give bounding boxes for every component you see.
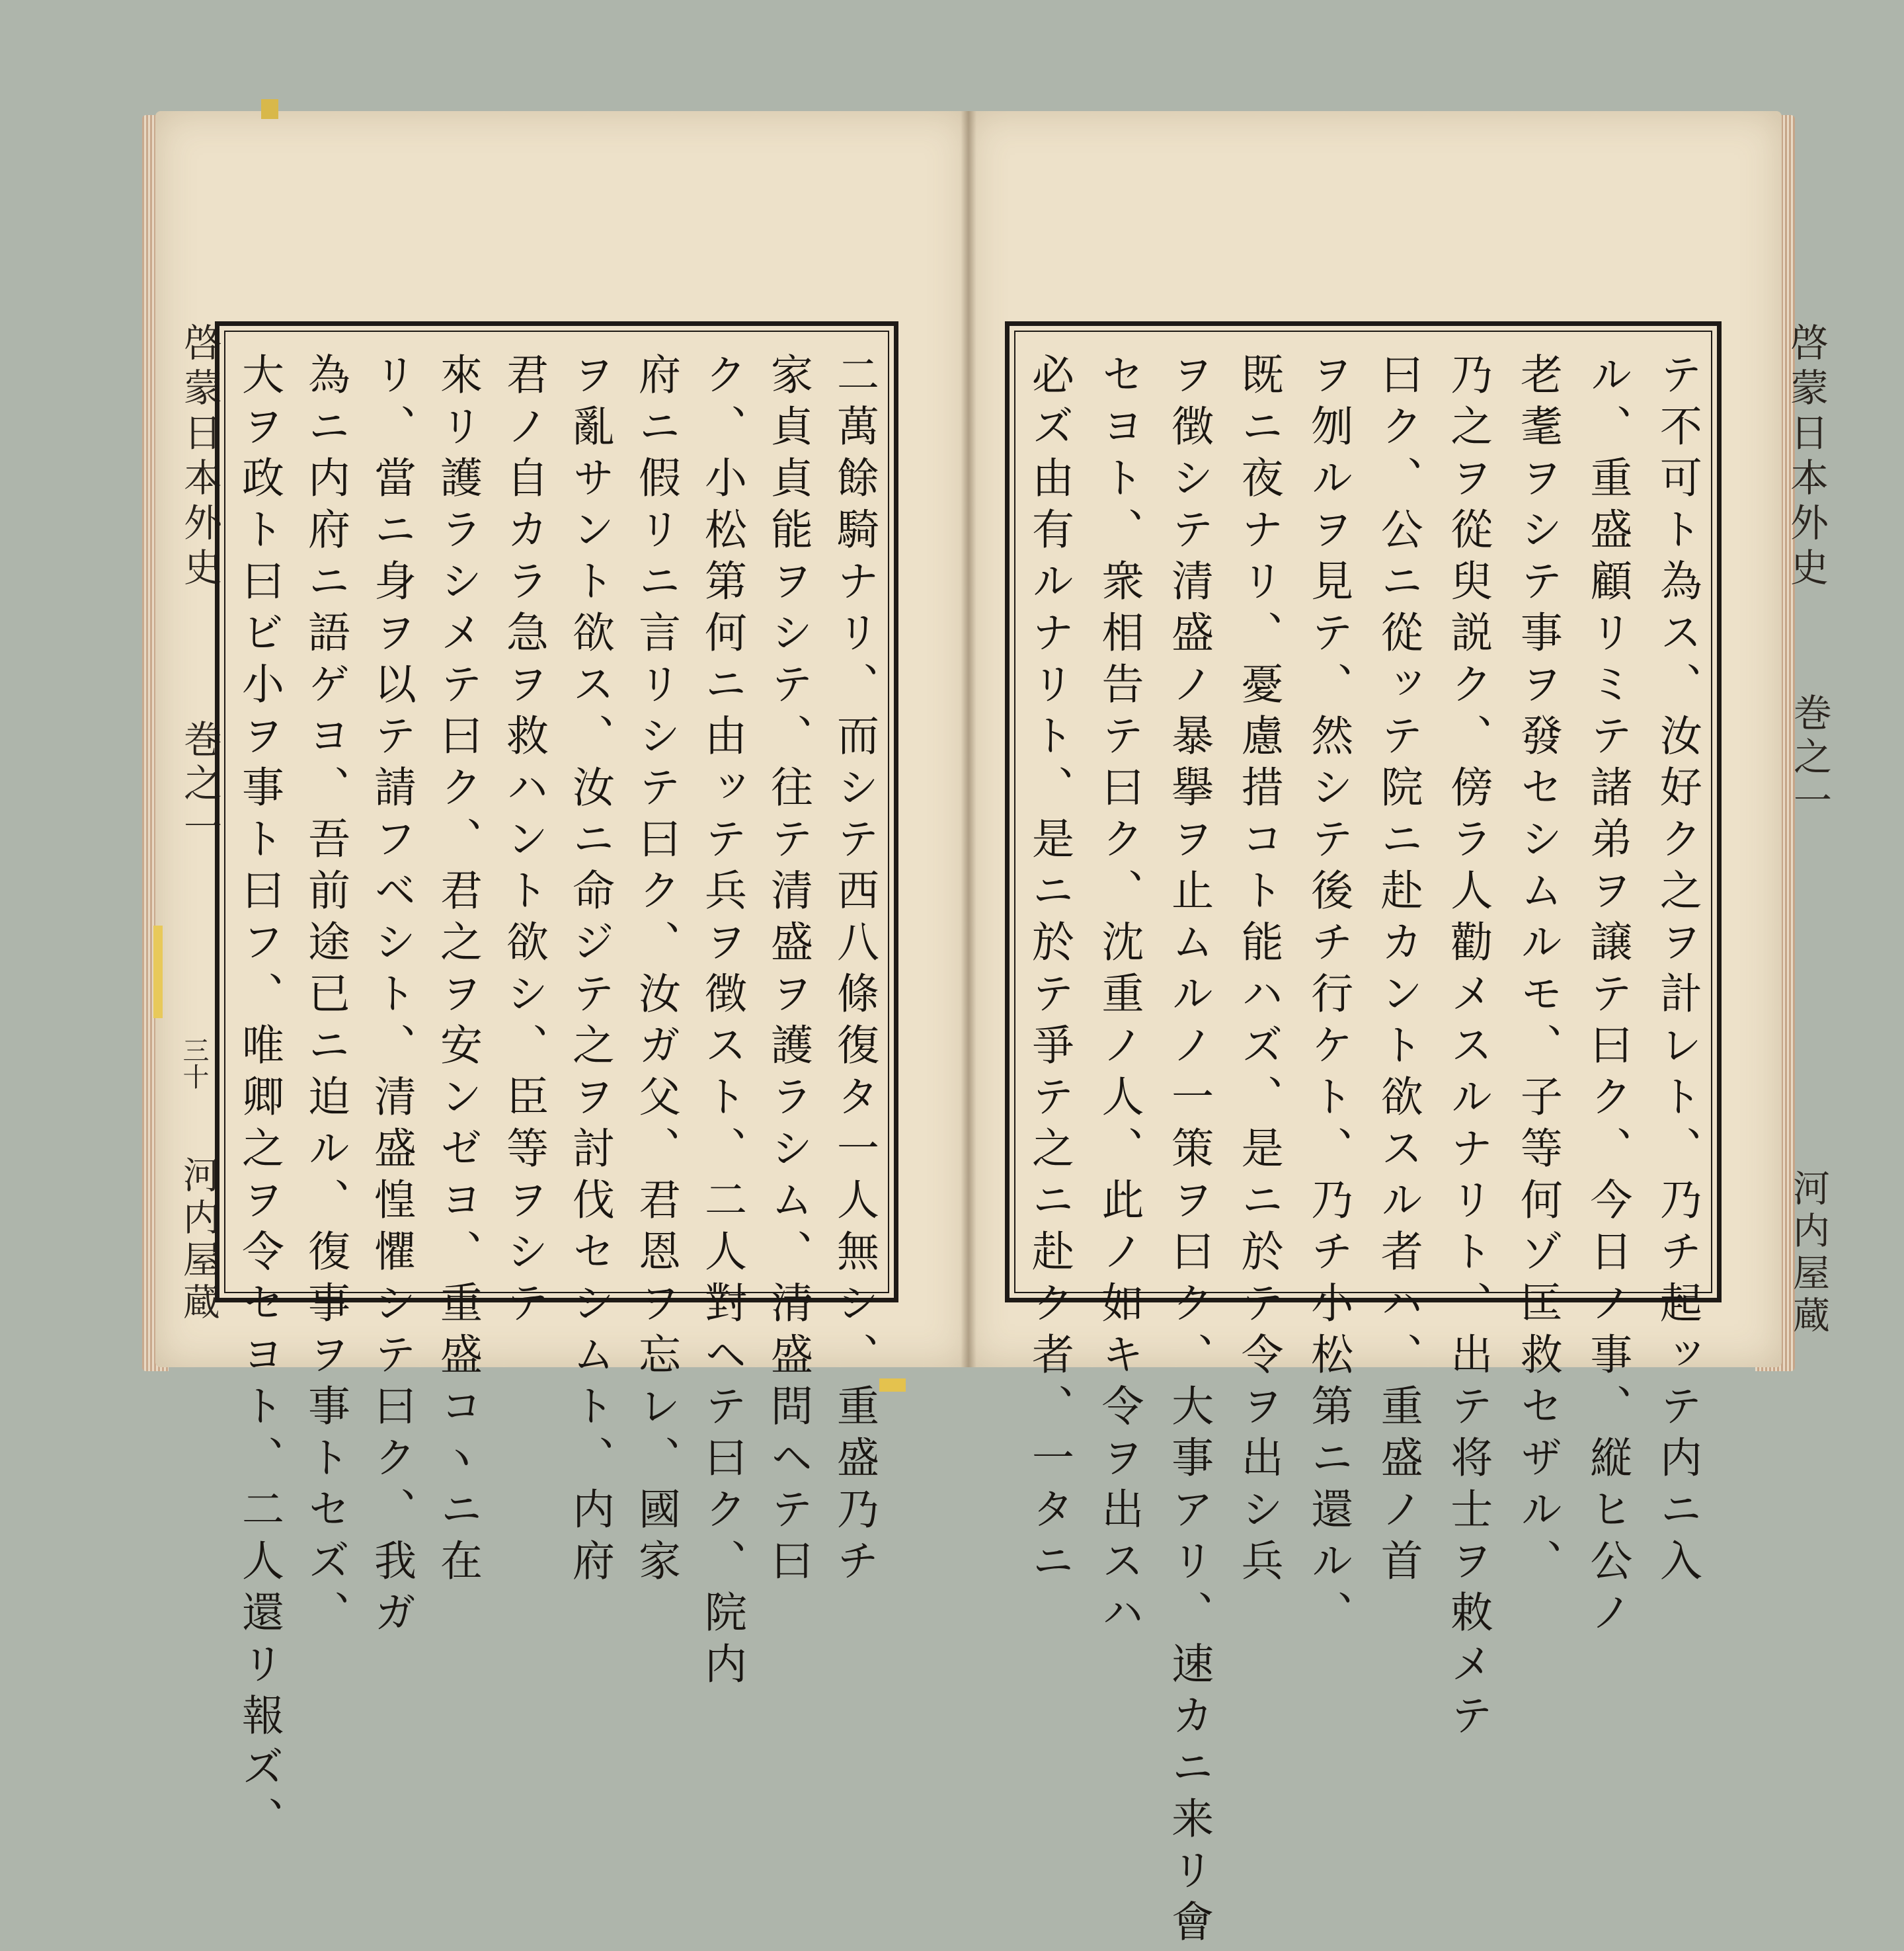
- text-column: ヲ刎ルヲ見テ、然シテ後チ行ケト、乃チ小松第ニ還ル、: [1304, 352, 1353, 1642]
- right-text-block: [1025, 352, 1702, 1951]
- left-volume-label: 巻之一: [177, 719, 222, 850]
- text-column: ヲ徴シテ清盛ノ暴擧ヲ止ムルノ一策ヲ曰ク、大事アリ、速カニ来リ會: [1164, 352, 1214, 1951]
- text-column: 曰ク、公ニ從ッテ院ニ赴カント欲スル者ハ、重盛ノ首: [1373, 352, 1423, 1590]
- text-column: リ、當ニ身ヲ以テ請フベシト、清盛惶懼シテ曰ク、我ガ: [367, 352, 416, 1642]
- text-column: 大ヲ政ト曰ビ小ヲ事ト曰フ、唯卿之ヲ令セヨト、二人還リ報ズ、: [235, 352, 284, 1848]
- text-column: 既ニ夜ナリ、憂慮措コト能ハズ、是ニ於テ令ヲ出シ兵: [1234, 352, 1283, 1590]
- text-column: 二萬餘騎ナリ、而シテ西八條復タ一人無シ、重盛乃チ: [830, 352, 879, 1590]
- text-column: 老耄ヲシテ事ヲ發セシムルモ、子等何ゾ匡救セザル、: [1513, 352, 1562, 1590]
- left-page: [155, 111, 969, 1848]
- left-page-number: 三十: [178, 1037, 209, 1090]
- text-column: 為ニ内府ニ語ゲヨ、吾前途已ニ迫ル、復事ヲ事トセズ、: [301, 352, 350, 1642]
- left-publisher-mark: 河内屋蔵: [177, 1156, 220, 1325]
- yellow-tape-side: [153, 926, 163, 1018]
- text-column: ル、重盛顧リミテ諸弟ヲ譲テ曰ク、今日ノ事、縦ヒ公ノ: [1583, 352, 1632, 1642]
- right-publisher-mark: 河内屋蔵: [1787, 1169, 1830, 1338]
- right-margin-title: 啓蒙日本外史: [1784, 323, 1829, 592]
- text-column: 家貞貞能ヲシテ、往テ清盛ヲ護ラシム、清盛問ヘテ曰: [764, 352, 813, 1590]
- text-column: テ不可ト為ス、汝好ク之ヲ計レト、乃チ起ッテ内ニ入: [1652, 352, 1702, 1590]
- right-page: [969, 111, 1782, 1951]
- yellow-tape-bottom: [879, 1378, 906, 1392]
- text-column: ク、小松第何ニ由ッテ兵ヲ徴スト、二人對ヘテ曰ク、院内: [697, 352, 746, 1693]
- text-column: ヲ亂サント欲ス、汝ニ命ジテ之ヲ討伐セシムト、内府: [565, 352, 614, 1590]
- left-text-block: [235, 352, 879, 1848]
- left-margin-title: 啓蒙日本外史: [177, 323, 222, 592]
- text-column: 來リ護ラシメテ曰ク、君之ヲ安ンゼヨ、重盛コヽニ在: [433, 352, 482, 1590]
- left-text-frame: [215, 321, 898, 1848]
- right-text-frame: [1005, 321, 1722, 1951]
- text-column: 君ノ自カラ急ヲ救ハント欲シ、臣等ヲシテ: [499, 352, 548, 1332]
- text-column: 府ニ假リニ言リシテ曰ク、汝ガ父、君恩ヲ忘レ、國家: [631, 352, 680, 1590]
- text-column: 必ズ由有ルナリト、是ニ於テ爭テ之ニ赴ク者、一タニ: [1025, 352, 1074, 1590]
- right-volume-label: 巻之一: [1787, 693, 1832, 824]
- book-gutter: [961, 111, 976, 1367]
- yellow-tape-top: [261, 99, 278, 119]
- open-book: [142, 111, 1832, 1951]
- text-column: セヨト、衆相告テ曰ク、沈重ノ人、此ノ如キ令ヲ出スハ: [1094, 352, 1144, 1642]
- text-column: 乃之ヲ從臾説ク、傍ラ人勸メスルナリト、出テ将士ヲ敕メテ: [1443, 352, 1493, 1745]
